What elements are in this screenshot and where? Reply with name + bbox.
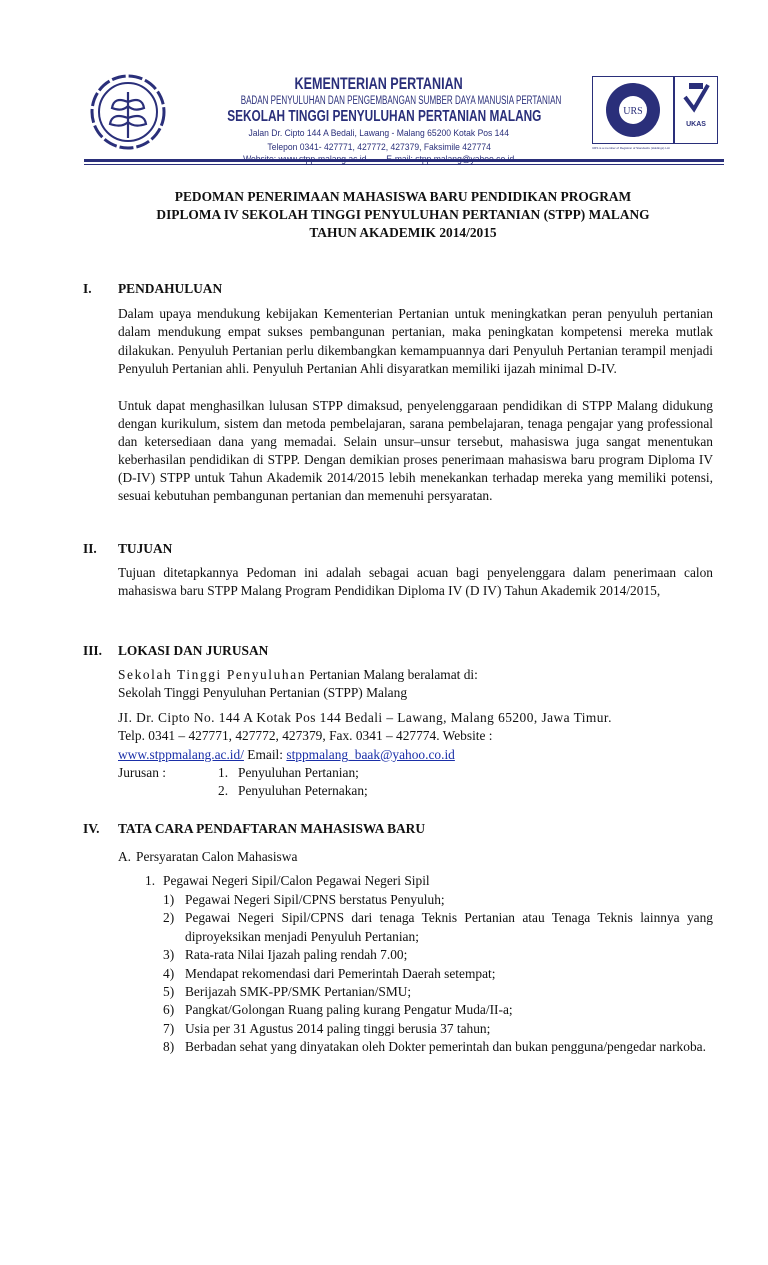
location-block (118, 666, 713, 801)
title-line: PEDOMAN PENERIMAAN MAHASISWA BARU PENDIDIKAN PROGRAM (174, 189, 632, 204)
list-item: Penyuluhan Peternakan; (238, 783, 368, 799)
list-number: 1. (145, 873, 156, 888)
list-number: 6) (163, 1002, 175, 1018)
list-text: Berbadan sehat yang dinyatakan oleh Dokter pemerintah dan bukan pengguna/pengedar narkoba. (185, 1039, 706, 1055)
list-text: Rata-rata Nilai Ijazah paling rendah 7.00; (185, 947, 408, 963)
subsection-heading (145, 872, 713, 890)
list-item (163, 946, 713, 964)
section-number: IV. (83, 821, 100, 836)
section-title: TATA CARA PENDAFTARAN MAHASISWA BARU (118, 821, 426, 836)
ukas-checkmark-icon (675, 77, 717, 117)
section-heading (83, 281, 723, 297)
address-line: JI. Dr. Cipto No. 144 A Kotak Pos 144 Bedali – Lawang, Malang 65200, Jawa Timur. (118, 709, 612, 725)
letterhead-divider (84, 159, 724, 162)
school-address: Jalan Dr. Cipto 144 A Bedali, Lawang - Malang 65200 Kotak Pos 144 (248, 128, 510, 139)
school-phone: Telepon 0341- 427771, 427772, 427379, Faksimile 427774 (267, 142, 491, 153)
list-number: 3) (163, 947, 175, 963)
subsection-title: Pegawai Negeri Sipil/Calon Pegawai Negeri Sipil (163, 873, 430, 888)
ministry-logo-icon (89, 72, 167, 152)
list-item: Penyuluhan Pertanian; (238, 765, 359, 781)
cert-note: URS is a member of Registrar of Standards (Holdings) Ltd. (592, 146, 671, 150)
list-text: Berijazah SMK-PP/SMK Pertanian/SMU; (185, 984, 412, 1000)
text: Sekolah Tinggi Penyuluhan (118, 667, 307, 682)
section-heading (83, 541, 723, 557)
section-title: LOKASI DAN JURUSAN (118, 643, 269, 658)
requirements-list (163, 891, 713, 1057)
list-text: Pegawai Negeri Sipil/CPNS dari tenaga Teknis Pertanian atau Tenaga Teknis lainnya yang diproyeksikan menjadi Penyuluh Pertanian; (185, 910, 713, 944)
document-title (83, 188, 723, 242)
section-number: III. (83, 643, 102, 658)
contact-line: Telp. 0341 – 427771, 427772, 427379, Fax. 0341 – 427774. Website : (118, 728, 493, 744)
list-item (163, 983, 713, 1001)
paragraph: Untuk dapat menghasilkan lulusan STPP dimaksud, penyelenggaraan pendidikan di STPP Malang didukung dengan kurikulum, sistem dan metoda pembelajaran, sarana pembelajaran, tenaga pengajar yang professional dan ketersediaan dana yang memadai. Selain unsur–unsur tersebut, mahasiswa juga sangat menentukan keberhasilan pendidikan di STPP. Dengan demikian proses penerimaan mahasiswa baru program Diploma IV (D-IV) STPP untuk Tahun Akademik 2014/2015 lebih menekankan terhadap mereka yang memiliki potensi, sesuai kebutuhan pembangunan pertanian dan memenuhi persyaratan. (118, 398, 713, 504)
list-number: A. (118, 849, 132, 864)
title-line: DIPLOMA IV SEKOLAH TINGGI PENYULUHAN PERTANIAN (STPP) MALANG (156, 207, 650, 222)
list-item (163, 1001, 713, 1019)
jurusan-label: Jurusan : (118, 765, 166, 781)
urs-seal-icon (593, 77, 673, 143)
section-number: I. (83, 281, 92, 296)
list-item (163, 891, 713, 909)
ministry-name: KEMENTERIAN PERTANIAN (294, 74, 464, 93)
list-number: 2) (163, 910, 175, 926)
subsection-title: Persyaratan Calon Mahasiswa (136, 849, 298, 864)
certification-box (592, 76, 718, 150)
list-item (163, 909, 713, 946)
section-title: PENDAHULUAN (118, 281, 223, 296)
list-item (163, 1020, 713, 1038)
section-heading (83, 821, 723, 837)
school-name: SEKOLAH TINGGI PENYULUHAN PERTANIAN MALANG (227, 108, 542, 125)
section-number: II. (83, 541, 97, 556)
text: Email: (243, 746, 287, 762)
list-number: 2. (218, 783, 229, 799)
list-text: Mendapat rekomendasi dari Pemerintah Daerah setempat; (185, 965, 496, 981)
text: Pertanian Malang beralamat di: (306, 667, 478, 682)
list-number: 8) (163, 1039, 175, 1055)
list-item (163, 1038, 713, 1056)
list-text: Pegawai Negeri Sipil/CPNS berstatus Penyuluh; (185, 892, 445, 907)
website-link[interactable]: www.stppmalang.ac.id/ (118, 746, 244, 762)
list-number: 1. (218, 765, 229, 781)
paragraph: Dalam upaya mendukung kebijakan Kementerian Pertanian untuk meningkatkan peran penyuluh pertanian dalam mendukung empat sukses pembangunan pertanian, maka peningkatan kompetensi mereka mutlak dilakukan. Penyuluh Pertanian perlu dikembangkan kemampuannya dari Penyuluh Pertanian terampil menjadi Penyuluh Pertanian ahli. Penyuluh Pertanian Ahli disyaratkan memiliki ijazah minimal D-IV. (118, 306, 713, 377)
email-link[interactable]: stppmalang_baak@yahoo.co.id (286, 746, 455, 762)
list-text: Pangkat/Golongan Ruang paling kurang Pengatur Muda/II-a; (185, 1002, 513, 1018)
agency-name: BADAN PENYULUHAN DAN PENGEMBANGAN SUMBER DAYA MANUSIA PERTANIAN (240, 95, 562, 107)
list-number: 1) (163, 892, 175, 907)
section-heading (83, 643, 723, 659)
cert-ukas-label: UKAS (686, 121, 706, 128)
section-title: TUJUAN (118, 541, 173, 556)
subsection-heading (118, 848, 713, 866)
paragraph: Tujuan ditetapkannya Pedoman ini adalah sebagai acuan bagi penyelenggara dalam penerimaan calon mahasiswa baru STPP Malang Program Pendidikan Diploma IV (D IV) Tahun Akademik 2014/2015, (118, 565, 713, 599)
list-number: 5) (163, 984, 175, 1000)
title-line: TAHUN AKADEMIK 2014/2015 (309, 225, 497, 240)
cert-urs-label: URS (623, 106, 643, 117)
list-item (163, 965, 713, 983)
text: Sekolah Tinggi Penyuluhan Pertanian (STPP) Malang (118, 685, 408, 701)
letterhead (84, 66, 724, 170)
list-number: 4) (163, 965, 175, 981)
list-number: 7) (163, 1020, 175, 1036)
list-text: Usia per 31 Agustus 2014 paling tinggi berusia 37 tahun; (185, 1020, 491, 1036)
